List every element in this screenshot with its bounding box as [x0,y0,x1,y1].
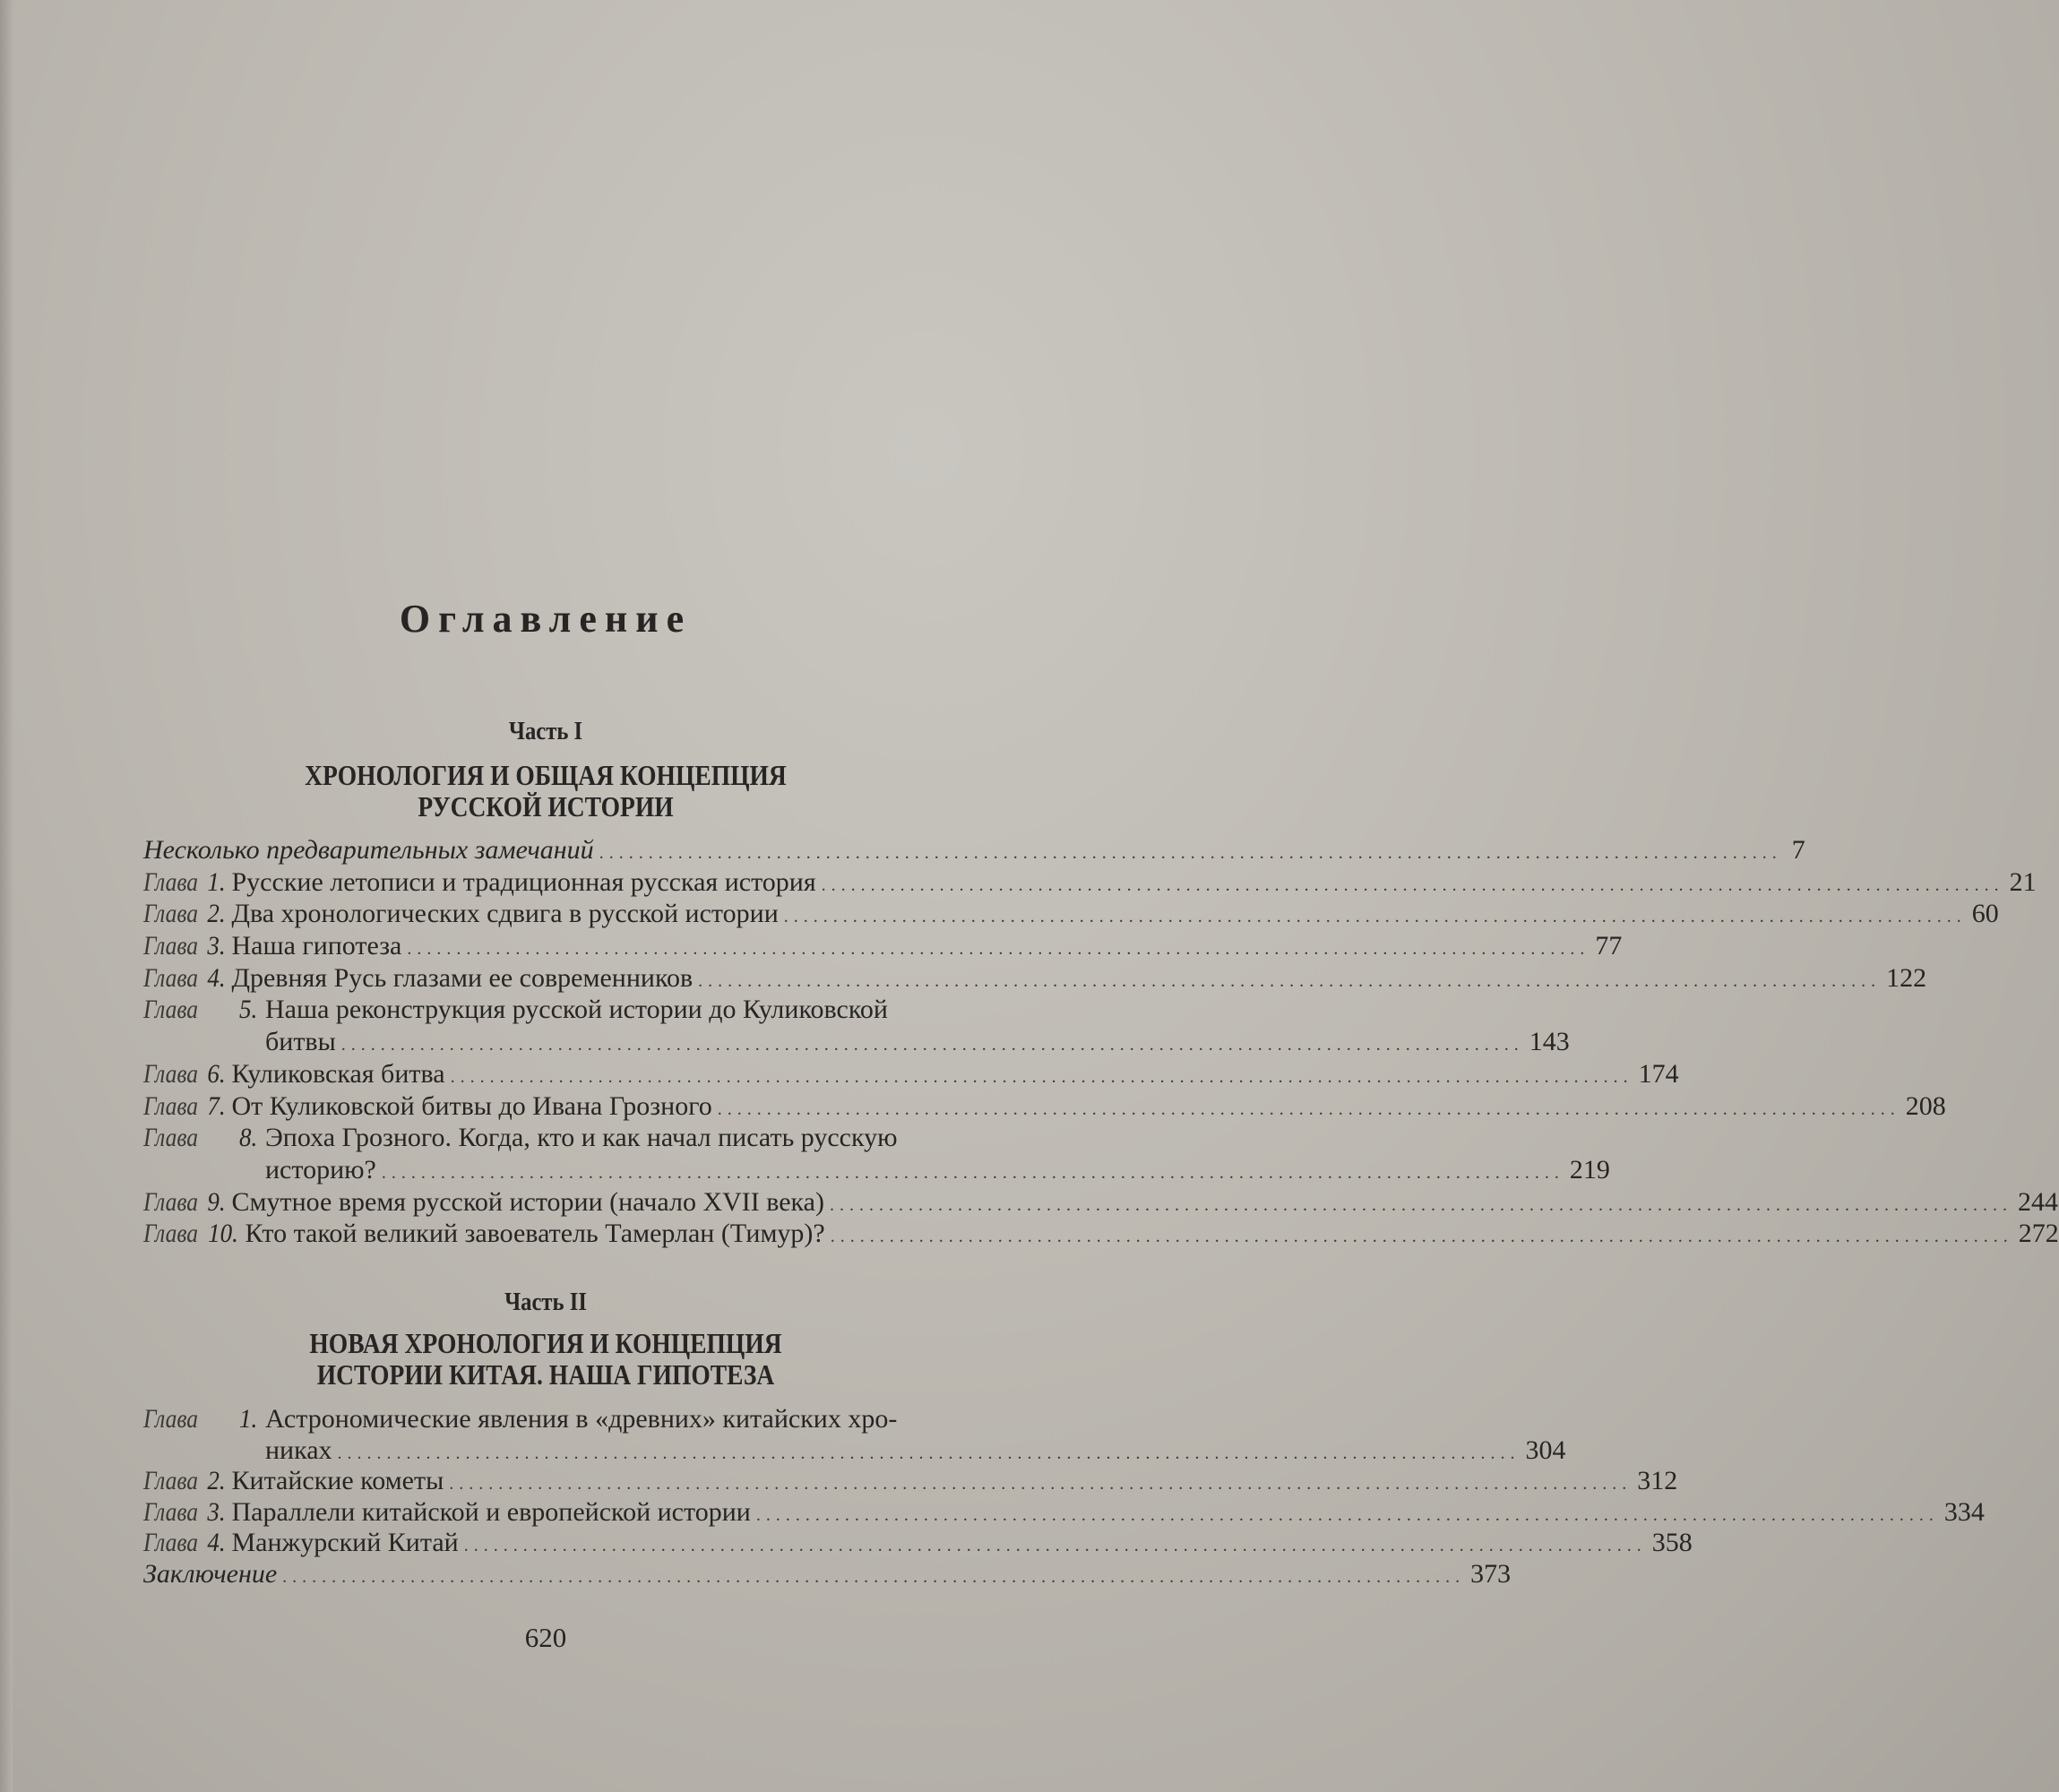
chapter-number: 4. [207,1528,226,1557]
chapter-label: Глава [143,1528,198,1557]
dot-leader: ........................................................................................................................ [337,1443,1521,1463]
dot-leader: ........................................................................................................................ [599,843,1782,863]
chapter-label: Глава [143,1186,198,1217]
chapter-number: 5. [239,995,258,1025]
part-1-heading-line: ХРОНОЛОГИЯ И ОБЩАЯ КОНЦЕПЦИЯ [305,759,787,791]
page-ref: 174 [1638,1058,1679,1089]
toc-entry[interactable] [143,835,1805,867]
chapter-label: Глава [143,866,198,897]
entry-title: Кто такой великий завоеватель Тамерлан (Тимур)? [245,1219,825,1249]
chapter-number: 10. [208,1219,238,1249]
entry-title: Куликовская битва [231,1058,445,1089]
dot-leader: ........................................................................................................................ [282,1566,1466,1587]
chapter-number: 9. [207,1186,226,1217]
chapter-number: 7. [207,1090,226,1121]
entry-title: Смутное время русской истории (начало XVII века) [231,1186,824,1217]
chapter-label: Глава [143,931,198,961]
entry-title: Наша гипотеза [231,931,402,961]
toc-entry[interactable] [143,1496,1985,1529]
page-title: Оглавление [399,597,693,641]
toc-entry[interactable] [143,1123,1017,1155]
chapter-label: Глава [143,1466,198,1495]
part-1-toc [143,835,2059,1251]
dot-leader: ........................................................................................................................ [407,939,1590,960]
toc-entry[interactable] [143,1434,1566,1467]
toc-entry[interactable] [143,1528,1693,1559]
part-2-heading-line: НОВАЯ ХРОНОЛОГИЯ И КОНЦЕПЦИЯ [309,1327,782,1359]
chapter-number: 1. [239,1404,258,1434]
page-ref: 77 [1595,931,1623,961]
chapter-label: Глава [143,1496,198,1527]
dot-leader: ........................................................................................................................ [783,907,1967,927]
entry-title: Параллели китайской и европейской истории [231,1496,751,1527]
entry-title: Манжурский Китай [231,1528,459,1557]
dot-leader: ........................................................................................................................ [755,1504,1939,1525]
dot-leader: ........................................................................................................................ [450,1066,1633,1087]
part-2-heading [76,1328,1014,1391]
page-ref: 143 [1529,1027,1570,1057]
dot-leader: ........................................................................................................................ [449,1474,1633,1494]
toc-entry[interactable] [143,995,1017,1027]
toc-entry[interactable] [143,1090,1946,1124]
entry-title: Наша реконструкция русской истории до Куликовской [265,995,888,1025]
entry-title: От Куликовской битвы до Ивана Грозного [231,1090,712,1121]
page-ref: 334 [1943,1496,1985,1527]
toc-entry[interactable] [143,1404,1017,1435]
chapter-number: 6. [207,1058,226,1089]
page-ref: 244 [2017,1186,2058,1217]
part-2-heading-line: ИСТОРИИ КИТАЯ. НАША ГИПОТЕЗА [316,1358,775,1391]
toc-entry[interactable] [143,962,1927,995]
toc-entry[interactable] [143,1186,2058,1219]
toc-entry[interactable] [143,1558,1512,1590]
dot-leader: ........................................................................................................................ [717,1098,1900,1119]
chapter-number: 2. [207,899,226,929]
page-ref: 304 [1525,1434,1566,1465]
dot-leader: ........................................................................................................................ [829,1194,2012,1215]
entry-title: Два хронологических сдвига в русской истории [231,899,779,929]
entry-title: битвы [265,1027,336,1057]
dot-leader: ........................................................................................................................ [821,874,2004,895]
toc-entry[interactable] [143,1027,1570,1059]
dot-leader: ........................................................................................................................ [463,1536,1647,1555]
chapter-number: 3. [207,1496,226,1527]
entry-title: Китайские кометы [231,1466,444,1495]
page-ref: 21 [2009,866,2037,897]
dot-leader: ........................................................................................................................ [381,1162,1564,1183]
entry-title: Заключение [143,1558,278,1589]
toc-entry[interactable] [143,1219,2059,1251]
page-ref: 373 [1470,1558,1512,1589]
chapter-label: Глава [143,962,198,993]
chapter-number: 3. [207,931,226,961]
page-ref: 7 [1791,835,1805,865]
part-1-label: Часть I [508,717,583,745]
entry-title: Астрономические явления в «древних» китайских хро- [265,1404,898,1434]
entry-title: Древняя Русь глазами ее современников [231,962,694,993]
entry-title: историю? [265,1154,376,1185]
chapter-label: Глава [143,995,198,1025]
part-2-toc [143,1404,1985,1590]
chapter-label: Глава [143,1090,198,1121]
entry-title: никах [265,1434,332,1465]
toc-entry[interactable] [143,1058,1679,1091]
page-ref: 122 [1886,962,1927,993]
chapter-number: 1. [207,866,226,897]
page-ref: 208 [1905,1090,1946,1121]
entry-title: Несколько предварительных замечаний [143,835,594,865]
toc-entry[interactable] [143,899,1999,931]
chapter-number: 2. [207,1466,226,1495]
part-1-heading-line: РУССКОЙ ИСТОРИИ [418,790,674,823]
dot-leader: ........................................................................................................................ [698,970,1882,991]
chapter-label: Глава [143,1058,198,1089]
page-edge [0,0,13,1792]
page-ref: 60 [1971,899,1999,929]
toc-entry[interactable] [143,1466,1678,1497]
chapter-number: 8. [239,1123,258,1153]
chapter-label: Глава [143,1123,198,1153]
dot-leader: ........................................................................................................................ [830,1227,2013,1247]
chapter-label: Глава [143,899,198,929]
entry-title: Эпоха Грозного. Когда, кто и как начал писать русскую [265,1123,898,1153]
chapter-number: 4. [207,962,226,993]
chapter-label: Глава [143,1404,198,1434]
page-ref: 272 [2018,1219,2059,1249]
toc-entry[interactable] [143,1154,1610,1187]
toc-entry[interactable] [143,866,2037,900]
page-ref: 358 [1651,1528,1693,1557]
dot-leader: ........................................................................................................................ [340,1035,1524,1055]
part-2-label: Часть II [504,1288,587,1316]
page-ref: 219 [1569,1154,1610,1185]
page-ref: 312 [1637,1466,1678,1495]
chapter-label: Глава [143,1219,198,1249]
entry-title: Русские летописи и традиционная русская история [231,866,816,897]
part-1-heading [76,760,1014,823]
page-number: 620 [524,1622,567,1653]
toc-entry[interactable] [143,931,1623,963]
